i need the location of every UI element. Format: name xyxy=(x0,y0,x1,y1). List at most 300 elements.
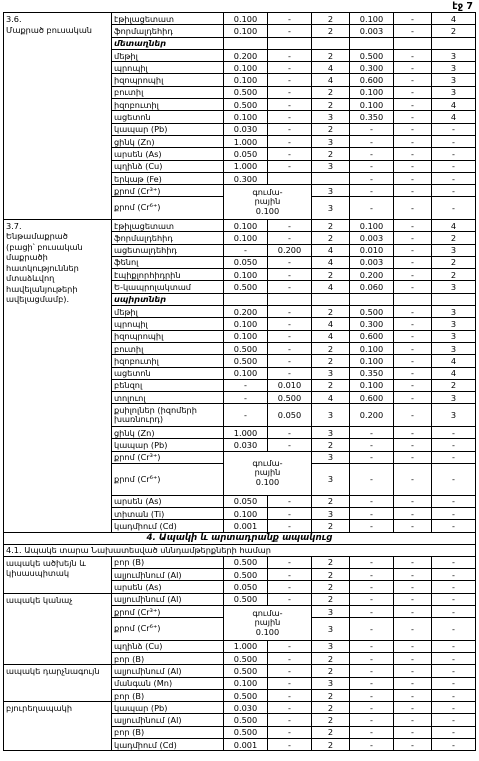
value-col-5: - xyxy=(394,318,432,330)
substance-name: ացետոն xyxy=(112,111,224,123)
value-col-3: 2 xyxy=(312,219,350,231)
value-col-1: 1.000 xyxy=(224,135,268,147)
value-col-3: 3 xyxy=(312,605,350,617)
value-col-1: 0.050 xyxy=(224,256,268,268)
value-col-4: - xyxy=(350,148,394,160)
value-col-4: 0.200 xyxy=(350,269,394,281)
value-col-4: 0.100 xyxy=(350,99,394,111)
value-col-1: 0.500 xyxy=(224,714,268,726)
substance-name: կադմիում (Cd) xyxy=(112,520,224,532)
value-col-5: - xyxy=(394,640,432,652)
value-col-3: 2 xyxy=(312,99,350,111)
empty-cell xyxy=(224,293,268,305)
substance-name: ալյումինում (Al) xyxy=(112,593,224,605)
page-number: էջ 7 xyxy=(452,1,473,12)
value-col-1: 0.500 xyxy=(224,593,268,605)
substance-name: քրոմ (Cr⁶⁺) xyxy=(112,618,224,641)
value-col-2: - xyxy=(268,495,312,507)
value-col-5: - xyxy=(394,172,432,184)
value-col-4: - xyxy=(350,439,394,451)
value-col-5: - xyxy=(394,86,432,98)
substance-name: Ե-կապրոլակտամ xyxy=(112,281,224,293)
substance-name: ցինկ (Zn) xyxy=(112,426,224,438)
value-col-3: 2 xyxy=(312,652,350,664)
value-col-1: 0.500 xyxy=(224,342,268,354)
substance-name: ացետոն xyxy=(112,367,224,379)
value-col-2: - xyxy=(268,135,312,147)
value-col-4: - xyxy=(350,702,394,714)
value-col-6: 3 xyxy=(432,281,476,293)
value-col-1: 0.030 xyxy=(224,702,268,714)
value-col-3: 2 xyxy=(312,148,350,160)
value-col-2: - xyxy=(268,581,312,593)
value-col-6: 4 xyxy=(432,111,476,123)
value-col-1: 0.050 xyxy=(224,148,268,160)
substance-name: կապար (Pb) xyxy=(112,123,224,135)
substance-name: արսեն (As) xyxy=(112,495,224,507)
value-col-3: 2 xyxy=(312,520,350,532)
empty-cell xyxy=(432,37,476,49)
value-col-4: - xyxy=(350,618,394,641)
value-col-1: 0.100 xyxy=(224,318,268,330)
value-col-5: - xyxy=(394,306,432,318)
value-col-6: - xyxy=(432,665,476,677)
substance-name: բոր (B) xyxy=(112,689,224,701)
value-col-1: 0.200 xyxy=(224,306,268,318)
value-col-5: - xyxy=(394,508,432,520)
value-col-6: 4 xyxy=(432,367,476,379)
value-col-5: - xyxy=(394,689,432,701)
value-col-6: - xyxy=(432,702,476,714)
value-col-4: 0.100 xyxy=(350,86,394,98)
value-col-5: - xyxy=(394,714,432,726)
value-col-5: - xyxy=(394,726,432,738)
value-col-4: - xyxy=(350,426,394,438)
value-col-3: 2 xyxy=(312,581,350,593)
value-col-5: - xyxy=(394,135,432,147)
value-col-6: - xyxy=(432,593,476,605)
value-col-3: 2 xyxy=(312,702,350,714)
value-col-2: - xyxy=(268,62,312,74)
value-col-6: 2 xyxy=(432,232,476,244)
value-col-4: 0.200 xyxy=(350,404,394,427)
empty-cell xyxy=(350,37,394,49)
value-col-4: - xyxy=(350,185,394,197)
value-col-1: 0.100 xyxy=(224,25,268,37)
value-col-5: - xyxy=(394,618,432,641)
value-col-6: - xyxy=(432,739,476,751)
value-col-5: - xyxy=(394,495,432,507)
substance-name: ֆենոլ xyxy=(112,256,224,268)
value-col-4: - xyxy=(350,665,394,677)
value-col-6: 3 xyxy=(432,318,476,330)
value-col-3: 2 xyxy=(312,556,350,568)
subgroup-header: մետաղներ xyxy=(112,37,224,49)
value-col-4: 0.100 xyxy=(350,355,394,367)
value-col-2: - xyxy=(268,232,312,244)
value-col-1: 1.000 xyxy=(224,640,268,652)
value-col-6: - xyxy=(432,197,476,220)
substance-name: ալյումինում (Al) xyxy=(112,714,224,726)
section-4-1-row xyxy=(4,544,476,556)
value-col-2: - xyxy=(268,123,312,135)
empty-cell xyxy=(312,37,350,49)
value-col-2: - xyxy=(268,714,312,726)
value-col-5: - xyxy=(394,451,432,463)
value-col-1: 0.050 xyxy=(224,495,268,507)
value-col-1: 0.200 xyxy=(224,49,268,61)
value-col-5: - xyxy=(394,62,432,74)
group-label: ապակե դարչնագույն xyxy=(4,665,112,702)
group-label: բյուրեղապակի xyxy=(4,702,112,751)
value-col-5: - xyxy=(394,25,432,37)
value-col-1: - xyxy=(224,379,268,391)
value-col-5: - xyxy=(394,463,432,495)
value-col-2: - xyxy=(268,426,312,438)
value-col-5: - xyxy=(394,439,432,451)
value-col-6: - xyxy=(432,726,476,738)
value-col-4: - xyxy=(350,520,394,532)
value-col-2: - xyxy=(268,74,312,86)
value-col-4: - xyxy=(350,172,394,184)
table-row xyxy=(4,702,476,714)
value-col-2: - xyxy=(268,665,312,677)
empty-cell xyxy=(394,293,432,305)
value-col-3: 4 xyxy=(312,74,350,86)
value-col-5: - xyxy=(394,160,432,172)
value-col-6: - xyxy=(432,640,476,652)
value-col-2: - xyxy=(268,640,312,652)
value-col-4: - xyxy=(350,677,394,689)
substance-name: պղինձ (Cu) xyxy=(112,640,224,652)
value-col-5: - xyxy=(394,605,432,617)
value-col-4: 0.600 xyxy=(350,330,394,342)
value-col-6: - xyxy=(432,605,476,617)
value-col-1: 0.030 xyxy=(224,123,268,135)
value-col-5: - xyxy=(394,652,432,664)
substance-name: քրոմ (Cr³⁺) xyxy=(112,605,224,617)
value-col-3: 2 xyxy=(312,593,350,605)
value-col-3: 3 xyxy=(312,160,350,172)
value-col-6: 3 xyxy=(432,306,476,318)
value-col-5: - xyxy=(394,232,432,244)
value-col-4: 0.500 xyxy=(350,49,394,61)
summed-value: գումա- րային 0.100 xyxy=(224,451,312,495)
substance-name: իզոպրոպիլ xyxy=(112,330,224,342)
value-col-3: 4 xyxy=(312,281,350,293)
value-col-5: - xyxy=(394,197,432,220)
value-col-4: 0.100 xyxy=(350,13,394,25)
value-col-3: 2 xyxy=(312,714,350,726)
value-col-4: 0.003 xyxy=(350,256,394,268)
substance-name: տոլուոլ xyxy=(112,392,224,404)
substance-name: էպիքլորհիդրին xyxy=(112,269,224,281)
value-col-4: - xyxy=(350,123,394,135)
value-col-1: 0.001 xyxy=(224,520,268,532)
value-col-2: - xyxy=(268,342,312,354)
value-col-1: 0.100 xyxy=(224,62,268,74)
empty-cell xyxy=(432,293,476,305)
value-col-6: - xyxy=(432,148,476,160)
substance-name: էթիլացետատ xyxy=(112,219,224,231)
value-col-5: - xyxy=(394,702,432,714)
value-col-3: 3 xyxy=(312,185,350,197)
value-col-1: 0.100 xyxy=(224,111,268,123)
substance-name: բուտիլ xyxy=(112,86,224,98)
substance-name: մեթիլ xyxy=(112,49,224,61)
value-col-2: - xyxy=(268,739,312,751)
value-col-6: 3 xyxy=(432,62,476,74)
value-col-3: 3 xyxy=(312,367,350,379)
value-col-4: - xyxy=(350,593,394,605)
value-col-1: 0.500 xyxy=(224,556,268,568)
value-col-6: - xyxy=(432,439,476,451)
substance-name: իզոբուտիլ xyxy=(112,355,224,367)
empty-cell xyxy=(350,293,394,305)
value-col-2: - xyxy=(268,520,312,532)
substance-name: բոր (B) xyxy=(112,726,224,738)
empty-cell xyxy=(268,37,312,49)
value-col-2: - xyxy=(268,86,312,98)
substance-name: ալյումինում (Al) xyxy=(112,568,224,580)
value-col-6: - xyxy=(432,556,476,568)
value-col-3: 4 xyxy=(312,392,350,404)
value-col-1: 0.500 xyxy=(224,652,268,664)
value-col-5: - xyxy=(394,219,432,231)
value-col-1: 0.100 xyxy=(224,219,268,231)
substance-name: իզոբուտիլ xyxy=(112,99,224,111)
section-4-1-header: 4.1. Ապակե տարա Նախատեսված սննդամթերքների համար xyxy=(4,544,476,556)
value-col-5: - xyxy=(394,148,432,160)
value-col-3: 3 xyxy=(312,463,350,495)
value-col-4: 0.003 xyxy=(350,232,394,244)
substance-name: պրոպիլ xyxy=(112,62,224,74)
value-col-2: - xyxy=(268,306,312,318)
value-col-5: - xyxy=(394,379,432,391)
value-col-3: 2 xyxy=(312,232,350,244)
value-col-4: - xyxy=(350,581,394,593)
value-col-2: - xyxy=(268,25,312,37)
value-col-5: - xyxy=(394,244,432,256)
value-col-4: 0.500 xyxy=(350,306,394,318)
value-col-3: 3 xyxy=(312,640,350,652)
value-col-5: - xyxy=(394,593,432,605)
value-col-2: - xyxy=(268,49,312,61)
substance-name: տիտան (Ti) xyxy=(112,508,224,520)
value-col-2: - xyxy=(268,219,312,231)
value-col-1: 0.100 xyxy=(224,269,268,281)
value-col-6: - xyxy=(432,652,476,664)
value-col-4: - xyxy=(350,605,394,617)
value-col-3: 2 xyxy=(312,568,350,580)
value-col-3: 2 xyxy=(312,342,350,354)
substance-name: բուտիլ xyxy=(112,342,224,354)
value-col-3: 2 xyxy=(312,269,350,281)
empty-cell xyxy=(224,37,268,49)
value-col-3: 2 xyxy=(312,689,350,701)
value-col-3: 3 xyxy=(312,426,350,438)
value-col-6: - xyxy=(432,520,476,532)
table-row xyxy=(4,593,476,605)
substance-name: մեթիլ xyxy=(112,306,224,318)
value-col-2: - xyxy=(268,367,312,379)
substance-name: արսեն (As) xyxy=(112,581,224,593)
value-col-2: - xyxy=(268,318,312,330)
value-col-6: - xyxy=(432,135,476,147)
value-col-4: - xyxy=(350,463,394,495)
value-col-5: - xyxy=(394,568,432,580)
value-col-3: 4 xyxy=(312,330,350,342)
substance-name: կապար (Pb) xyxy=(112,439,224,451)
value-col-4: - xyxy=(350,508,394,520)
value-col-2: - xyxy=(268,99,312,111)
value-col-1: 0.050 xyxy=(224,581,268,593)
value-col-4: 0.010 xyxy=(350,244,394,256)
value-col-5: - xyxy=(394,677,432,689)
value-col-4: - xyxy=(350,160,394,172)
value-col-2: - xyxy=(268,355,312,367)
value-col-3: 3 xyxy=(312,404,350,427)
value-col-6: - xyxy=(432,689,476,701)
group-label: ապակե ածխեյն և կիսասպիտակ xyxy=(4,556,112,593)
value-col-1: 1.000 xyxy=(224,160,268,172)
value-col-4: 0.100 xyxy=(350,379,394,391)
value-col-4: 0.100 xyxy=(350,219,394,231)
value-col-4: 0.300 xyxy=(350,318,394,330)
substance-name: կապար (Pb) xyxy=(112,702,224,714)
substance-name: քրոմ (Cr³⁺) xyxy=(112,451,224,463)
value-col-2: - xyxy=(268,256,312,268)
value-col-6: - xyxy=(432,451,476,463)
value-col-4: - xyxy=(350,451,394,463)
value-col-3: 3 xyxy=(312,618,350,641)
value-col-5: - xyxy=(394,581,432,593)
value-col-1: 0.300 xyxy=(224,172,268,184)
value-col-1: - xyxy=(224,392,268,404)
value-col-5: - xyxy=(394,665,432,677)
substance-name: արսեն (As) xyxy=(112,148,224,160)
subgroup-header: սպիրտներ xyxy=(112,293,224,305)
value-col-3: 4 xyxy=(312,256,350,268)
value-col-4: 0.003 xyxy=(350,25,394,37)
value-col-6: 3 xyxy=(432,74,476,86)
migration-limits-table xyxy=(3,12,476,751)
value-col-4: 0.060 xyxy=(350,281,394,293)
value-col-2 xyxy=(268,172,312,184)
value-col-4: 0.600 xyxy=(350,74,394,86)
table-row xyxy=(4,13,476,25)
value-col-1: 0.001 xyxy=(224,739,268,751)
value-col-3: 3 xyxy=(312,451,350,463)
value-col-6: - xyxy=(432,172,476,184)
value-col-3: 3 xyxy=(312,111,350,123)
value-col-6: 3 xyxy=(432,49,476,61)
value-col-6: 3 xyxy=(432,392,476,404)
value-col-6: - xyxy=(432,185,476,197)
value-col-6: - xyxy=(432,495,476,507)
value-col-6: 4 xyxy=(432,355,476,367)
empty-cell xyxy=(312,293,350,305)
value-col-6: - xyxy=(432,677,476,689)
value-col-5: - xyxy=(394,426,432,438)
value-col-6: 2 xyxy=(432,256,476,268)
value-col-1: 0.100 xyxy=(224,367,268,379)
value-col-3: 4 xyxy=(312,62,350,74)
value-col-5: - xyxy=(394,185,432,197)
value-col-5: - xyxy=(394,330,432,342)
value-col-3: 2 xyxy=(312,739,350,751)
value-col-6: - xyxy=(432,426,476,438)
value-col-5: - xyxy=(394,256,432,268)
value-col-2: - xyxy=(268,726,312,738)
value-col-4: - xyxy=(350,197,394,220)
substance-name: քրոմ (Cr⁶⁺) xyxy=(112,463,224,495)
value-col-2: - xyxy=(268,702,312,714)
substance-name: քրոմ (Cr³⁺) xyxy=(112,185,224,197)
value-col-4: - xyxy=(350,726,394,738)
value-col-4: 0.100 xyxy=(350,342,394,354)
value-col-3: 2 xyxy=(312,726,350,738)
value-col-4: 0.350 xyxy=(350,111,394,123)
value-col-4: - xyxy=(350,689,394,701)
value-col-2: - xyxy=(268,508,312,520)
value-col-3: 3 xyxy=(312,677,350,689)
value-col-5: - xyxy=(394,392,432,404)
value-col-3: 3 xyxy=(312,197,350,220)
group-label: 3.7. Ենթամաքրած (բացի՝ բուսական մաքրածի հատկություններ մտաձևվող հավելանյութերի ավելացմամբ). xyxy=(4,219,112,532)
substance-name: ացետալդեհիդ xyxy=(112,244,224,256)
value-col-4: 0.350 xyxy=(350,367,394,379)
value-col-1: 0.500 xyxy=(224,665,268,677)
empty-cell xyxy=(394,37,432,49)
substance-name: բոր (B) xyxy=(112,556,224,568)
standards-table-sheet xyxy=(3,12,475,758)
value-col-6: - xyxy=(432,160,476,172)
substance-name: ֆորմալդեհիդ xyxy=(112,232,224,244)
value-col-3: 2 xyxy=(312,25,350,37)
empty-cell xyxy=(268,293,312,305)
substance-name: երկաթ (Fe) xyxy=(112,172,224,184)
value-col-6: - xyxy=(432,123,476,135)
value-col-3: 2 xyxy=(312,439,350,451)
value-col-4: - xyxy=(350,739,394,751)
value-col-2: 0.050 xyxy=(268,404,312,427)
substance-name: պղինձ (Cu) xyxy=(112,160,224,172)
value-col-3: 2 xyxy=(312,355,350,367)
value-col-2: - xyxy=(268,568,312,580)
summed-value: գումա- րային 0.100 xyxy=(224,185,312,220)
value-col-4: - xyxy=(350,568,394,580)
value-col-2: - xyxy=(268,556,312,568)
substance-name: պրոպիլ xyxy=(112,318,224,330)
summed-value: գումա- րային 0.100 xyxy=(224,605,312,640)
value-col-6: 4 xyxy=(432,219,476,231)
value-col-2: - xyxy=(268,330,312,342)
value-col-3: 4 xyxy=(312,318,350,330)
value-col-3: 2 xyxy=(312,306,350,318)
value-col-6: 3 xyxy=(432,86,476,98)
value-col-1: - xyxy=(224,404,268,427)
value-col-1: 0.100 xyxy=(224,330,268,342)
value-col-6: 3 xyxy=(432,404,476,427)
value-col-2: - xyxy=(268,652,312,664)
substance-name: էթիլացետատ xyxy=(112,13,224,25)
value-col-2: - xyxy=(268,439,312,451)
value-col-5: - xyxy=(394,99,432,111)
substance-name: մանգան (Mn) xyxy=(112,677,224,689)
value-col-2: - xyxy=(268,269,312,281)
value-col-4: - xyxy=(350,495,394,507)
